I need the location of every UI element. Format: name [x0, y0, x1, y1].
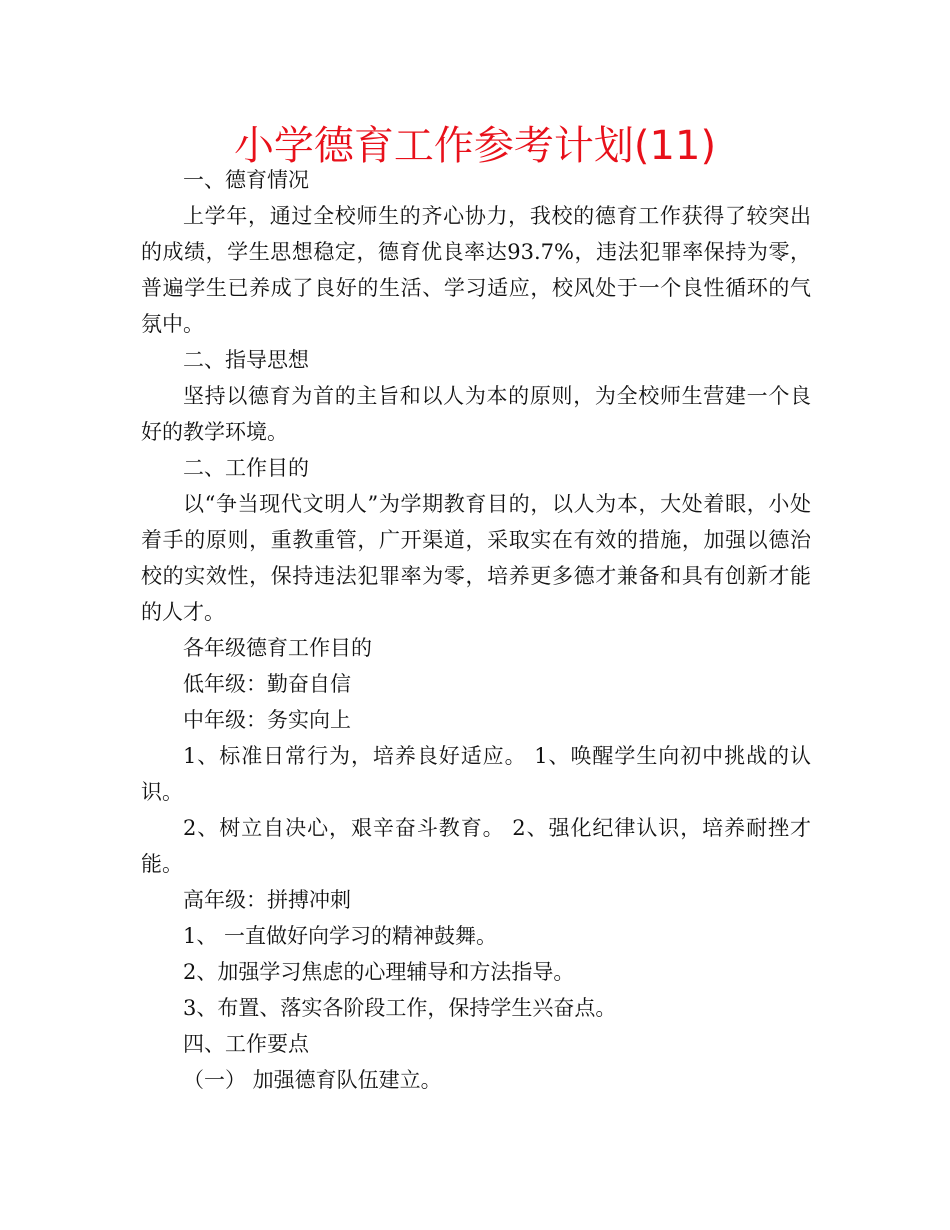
subheading: 各年级德育工作目的: [183, 636, 372, 660]
grade-goal: 高年级：拼搏冲刺: [183, 888, 351, 912]
paragraph: 坚持以德育为首的主旨和以人为本的原则，为全校师生营建一个良好的教学环境。: [141, 384, 811, 444]
list-item: 3、布置、落实各阶段工作，保持学生兴奋点。: [183, 996, 617, 1020]
grade-goal: 中年级：务实向上: [183, 708, 351, 732]
subsection-heading: （一） 加强德育队伍建立。: [183, 1068, 442, 1092]
list-item: 2、树立自决心，艰辛奋斗教育。 2、强化纪律认识，培养耐挫才能。: [141, 816, 811, 876]
list-item: 2、加强学习焦虑的心理辅导和方法指导。: [183, 960, 575, 984]
list-item: 1、标准日常行为，培养良好适应。 1、唤醒学生向初中挑战的认识。: [141, 744, 811, 804]
document-body: [141, 162, 811, 1098]
list-item: 1、 一直做好向学习的精神鼓舞。: [183, 924, 498, 948]
paragraph: 以“争当现代文明人”为学期教育目的，以人为本，大处着眼，小处着手的原则，重教重管，广开渠道，采取实在有效的措施，加强以德治校的实效性，保持违法犯罪率为零，培养更多德才兼备和具有创新才能的人才。: [141, 492, 811, 624]
paragraph: 上学年，通过全校师生的齐心协力，我校的德育工作获得了较突出的成绩，学生思想稳定，德育优良率达93.7%，违法犯罪率保持为零，普遍学生已养成了良好的生活、学习适应，校风处于一个良性循环的气氛中。: [141, 204, 811, 336]
section-heading: 二、指导思想: [183, 348, 309, 372]
section-heading: 二、工作目的: [183, 456, 309, 480]
grade-goal: 低年级：勤奋自信: [183, 672, 351, 696]
section-heading: 一、德育情况: [183, 168, 309, 192]
section-heading: 四、工作要点: [183, 1032, 309, 1056]
document-title: 小学德育工作参考计划(11): [233, 123, 717, 169]
